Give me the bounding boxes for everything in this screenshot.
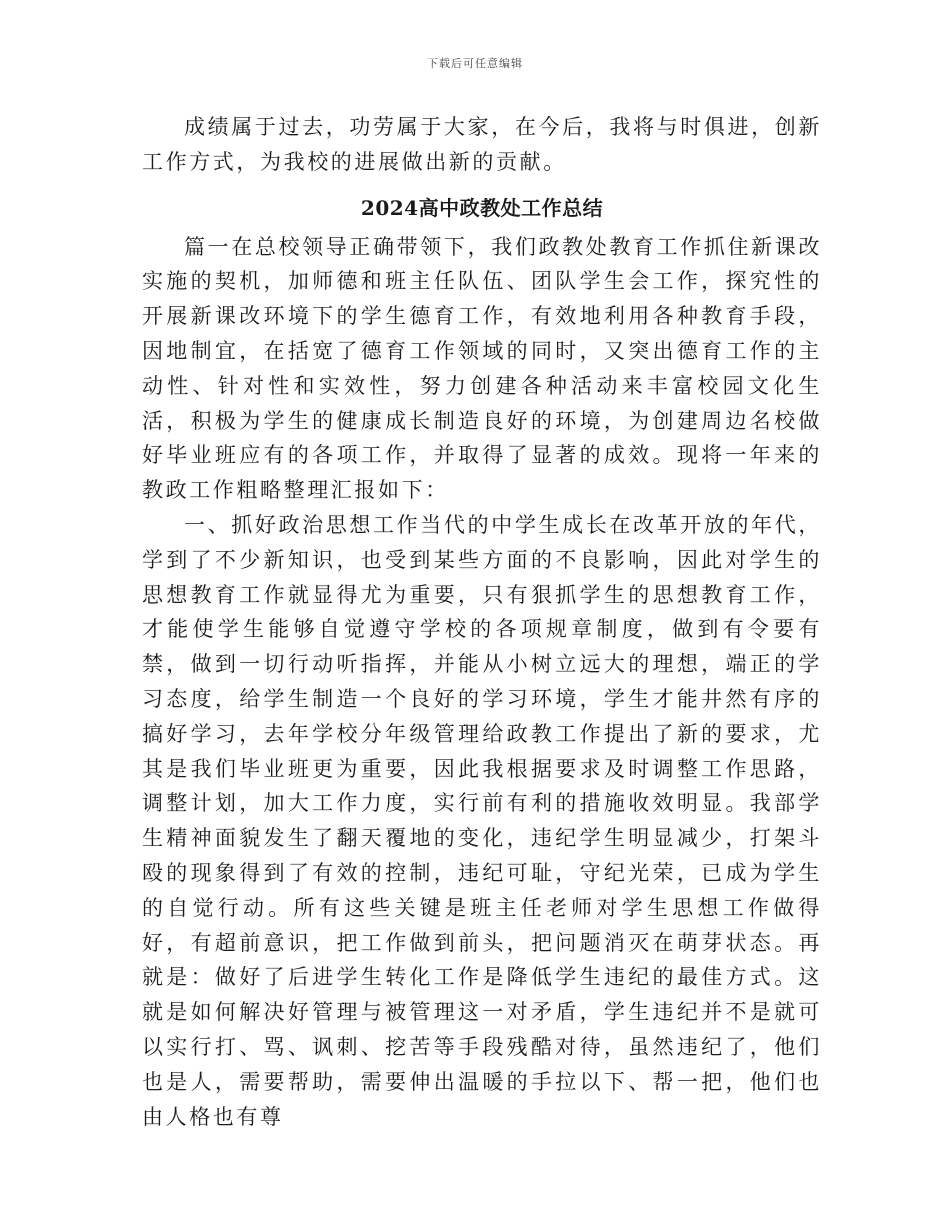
intro-paragraph: 成绩属于过去，功劳属于大家，在今后，我将与时俱进，创新工作方式，为我校的进展做出新的贡献。	[142, 115, 822, 174]
paragraph-political-work: 一、抓好政治思想工作当代的中学生成长在改革开放的年代，学到了不少新知识，也受到某些方面的不良影响，因此对学生的思想教育工作就显得尤为重要，只有狠抓学生的思想教育工作，才能使学生能够自觉遵守学校的各项规章制度，做到有令要有禁，做到一切行动听指挥，并能从小树立远大的理想，端正的学习态度，给学生制造一个良好的学习环境，学生才能井然有序的搞好学习，去年学校分年级管理给政教工作提出了新的要求，尤其是我们毕业班更为重要，因此我根据要求及时调整工作思路，调整计划，加大工作力度，实行前有利的措施收效明显。我部学生精神面貌发生了翻天覆地的变化，违纪学生明显减少，打架斗殴的现象得到了有效的控制，违纪可耻，守纪光荣，已成为学生的自觉行动。所有这些关键是班主任老师对学生思想工作做得好，有超前意识，把工作做到前头，把问题消灭在萌芽状态。再就是：做好了后进学生转化工作是降低学生违纪的最佳方式。这就是如何解决好管理与被管理这一对矛盾，学生违纪并不是就可以实行打、骂、讽刺、挖苦等手段残酷对待，虽然违纪了，他们也是人，需要帮助，需要伸出温暖的手拉以下、帮一把，他们也由人格也有尊	[142, 512, 822, 1129]
paragraph-overview: 篇一在总校领导正确带领下，我们政教处教育工作抓住新课改实施的契机，加师德和班主任队伍、团队学生会工作，探究性的开展新课改环境下的学生德育工作，有效地利用各种教育手段，因地制宜，在括宽了德育工作领域的同时，又突出德育工作的主动性、针对性和实效性，努力创建各种活动来丰富校园文化生活，积极为学生的健康成长制造良好的环境，为创建周边名校做好毕业班应有的各项工作，并取得了显著的成效。现将一年来的教政工作粗略整理汇报如下：	[142, 234, 822, 503]
page-header-note: 下载后可任意编辑	[427, 57, 523, 70]
document-title: 2024高中政教处工作总结	[360, 195, 604, 220]
document-body	[142, 110, 822, 1134]
